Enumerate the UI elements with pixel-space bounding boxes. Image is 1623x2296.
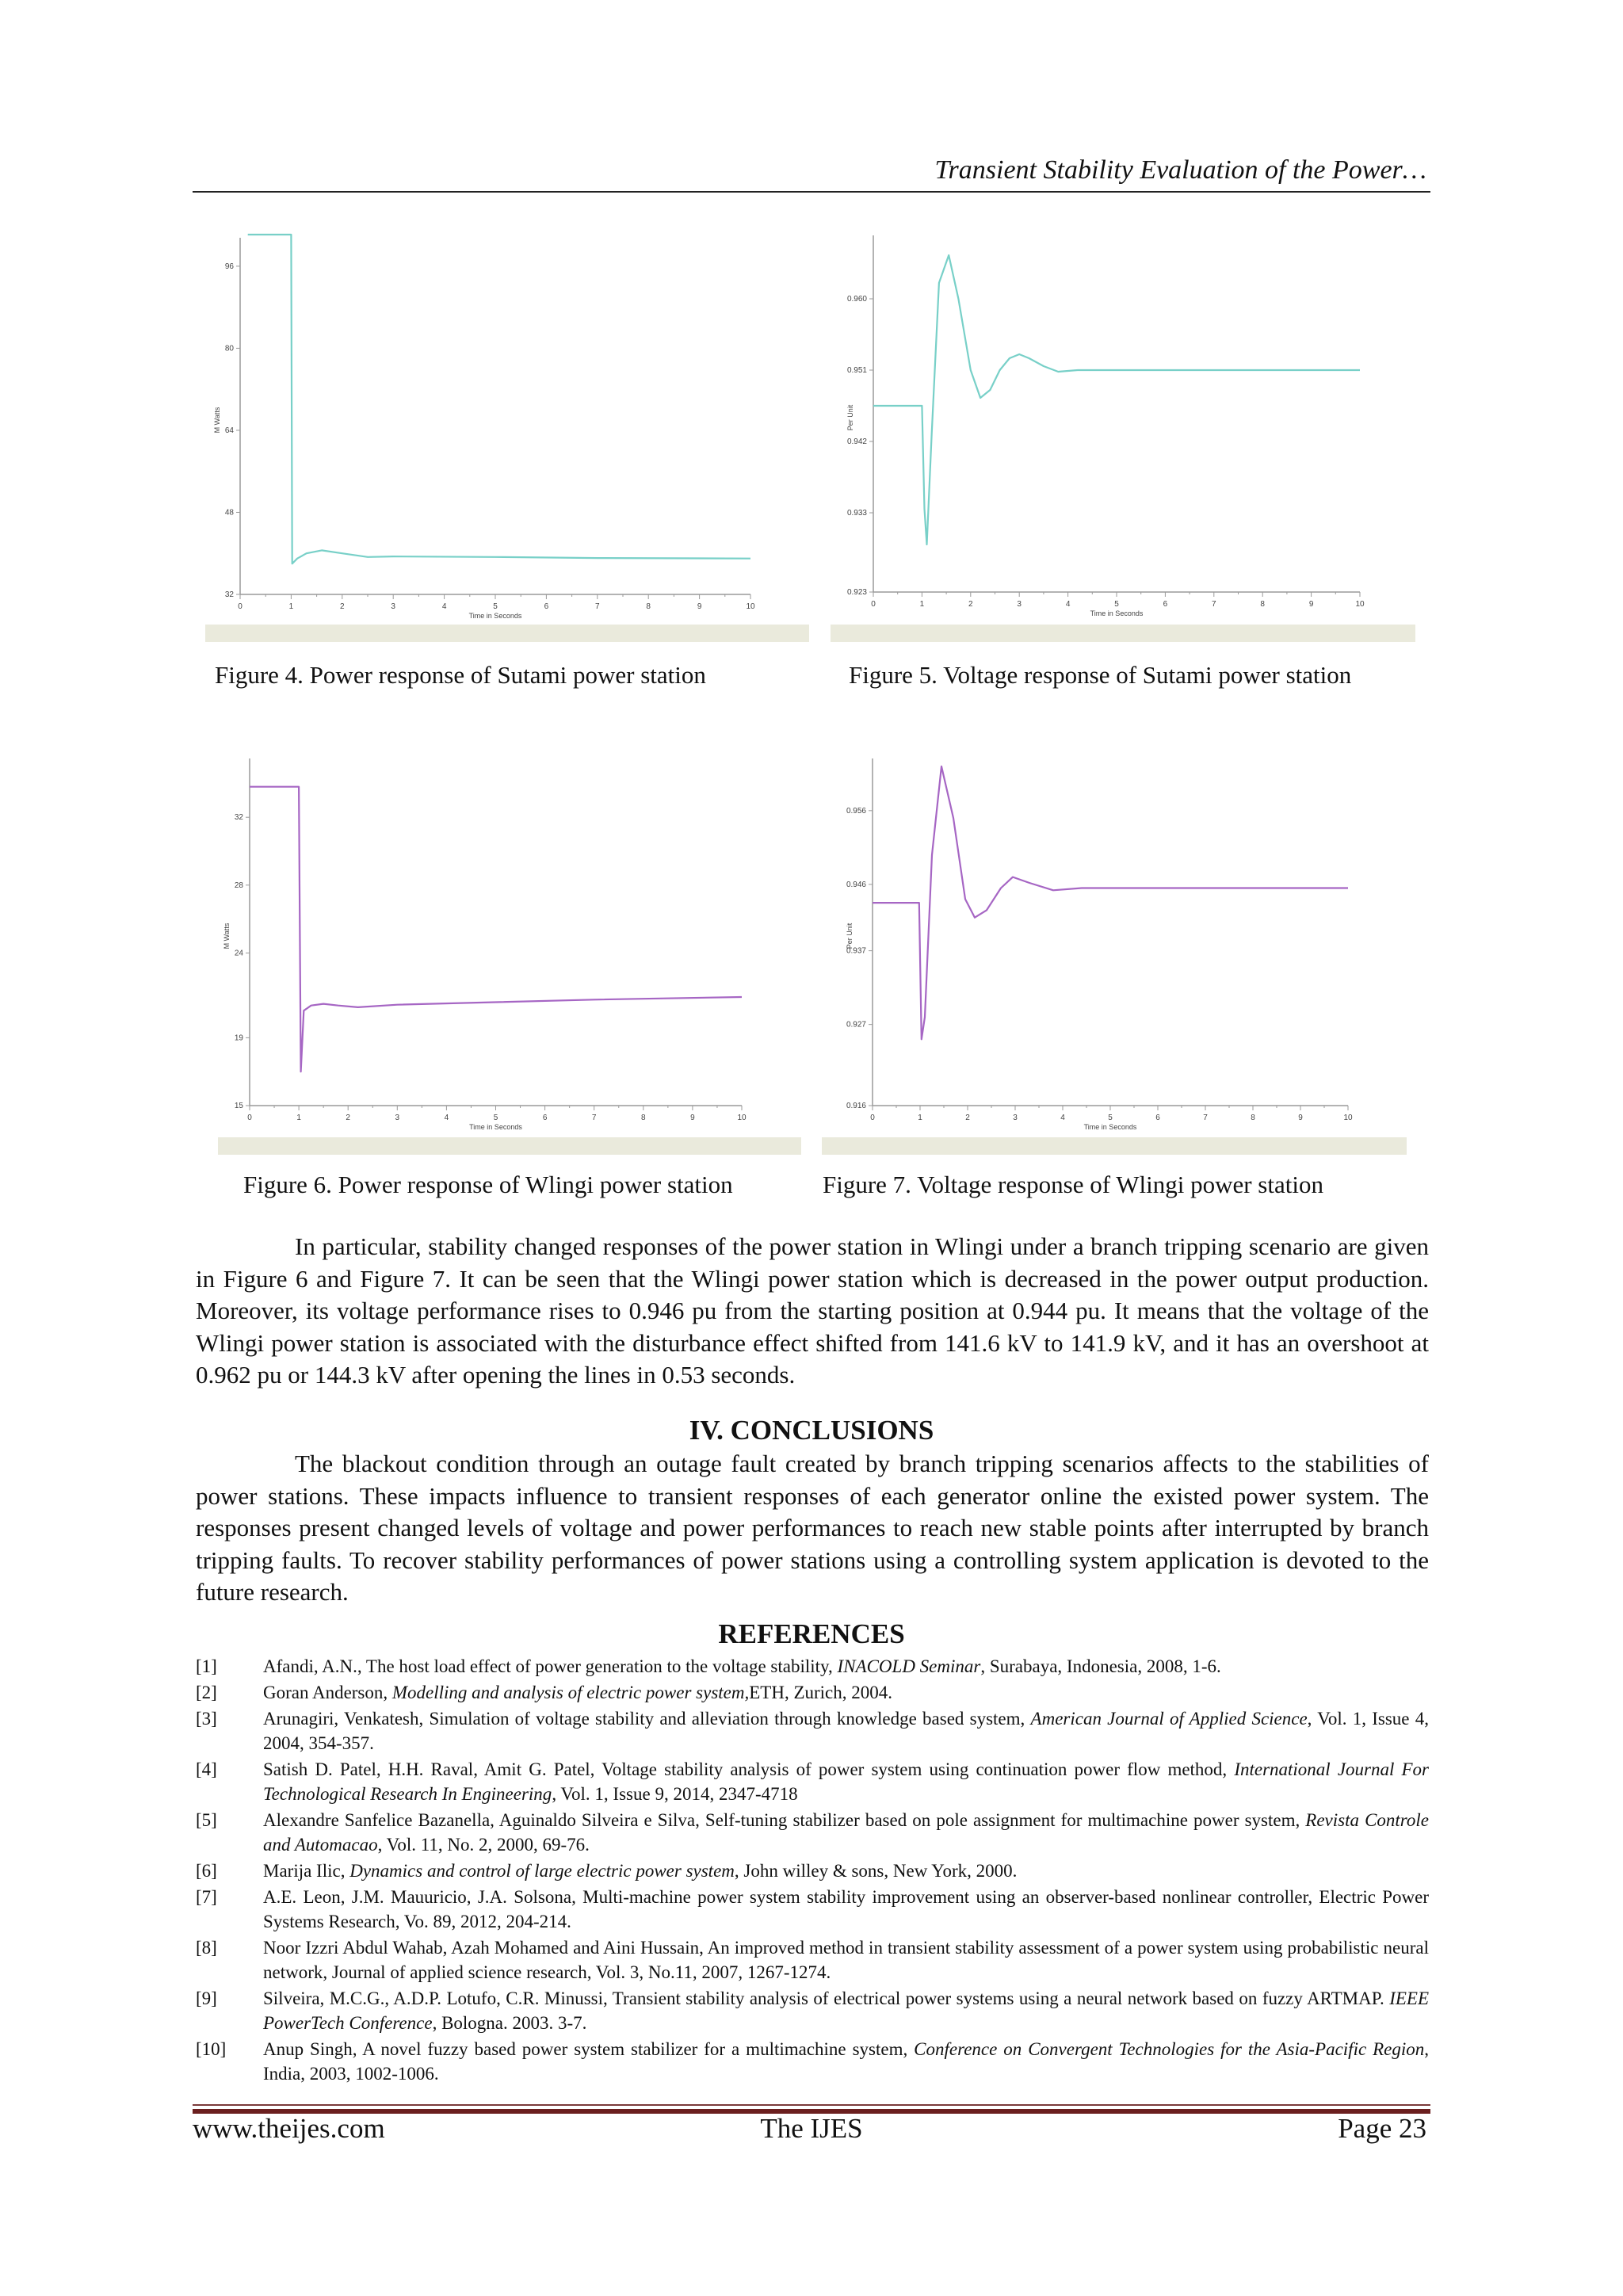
reference-item [196, 1859, 1429, 1883]
y-tick-label: 24 [234, 949, 243, 958]
reference-item [196, 1680, 1429, 1705]
x-tick-label: 7 [1212, 600, 1216, 609]
figure-4 [204, 226, 811, 642]
y-tick-label: 96 [224, 262, 234, 271]
x-tick-label: 9 [1308, 600, 1314, 609]
voltage-chart-sutami [829, 226, 1417, 642]
x-tick-label: 2 [968, 600, 973, 609]
x-axis-label: Time in Seconds [469, 1123, 522, 1131]
x-tick-label: 3 [391, 602, 395, 611]
running-title: Transient Stability Evaluation of the Power… [934, 155, 1426, 185]
x-tick-label: 5 [1114, 600, 1119, 609]
reference-text-post: , Vol. 1, Issue 9, 2014, 2347-4718 [552, 1784, 798, 1804]
x-tick-label: 3 [1013, 1114, 1018, 1122]
reference-number: [2] [196, 1683, 217, 1702]
x-tick-label: 6 [1163, 600, 1168, 609]
x-tick-label: 1 [919, 600, 925, 609]
x-tick-label: 7 [1203, 1114, 1208, 1122]
x-tick-label: 6 [542, 1114, 548, 1122]
y-axis-label: M Watts [223, 923, 231, 949]
reference-text-post: , John willey & sons, New York, 2000. [734, 1861, 1018, 1881]
reference-text-pre: Alexandre Sanfelice Bazanella, Aguinaldo Silveira e Silva, Self-tuning stabilizer based on pole assignment for multimachine power system, [263, 1810, 1306, 1830]
reference-item [196, 1706, 1429, 1755]
figure-5-caption: Figure 5. Voltage response of Sutami power station [849, 661, 1352, 689]
reference-number: [7] [196, 1887, 217, 1907]
y-tick-label: 32 [234, 813, 243, 823]
x-tick-label: 8 [1251, 1114, 1255, 1122]
y-tick-label: 32 [224, 590, 234, 599]
x-tick-label: 1 [288, 602, 294, 611]
y-tick-label: 0.956 [846, 806, 866, 816]
voltage-chart-wlingi [820, 758, 1408, 1155]
paragraph-text: The blackout condition through an outage fault created by branch tripping scenarios affects to the stabilities of power stations. These impacts influence to transient responses of each generator online the existed power system. The responses present changed levels of voltage and power performances to reach new stable points after interrupted by branch tripping faults. To recover stability performances of power stations using a controlling system application is devoted to the future research. [196, 1450, 1429, 1606]
reference-text-it: Conference on Convergent Technologies for the Asia-Pacific Region [914, 2039, 1425, 2059]
scroll-band [205, 625, 809, 642]
y-tick-label: 0.927 [846, 1020, 866, 1030]
plot-background [204, 226, 811, 642]
y-tick-label: 0.937 [846, 946, 866, 956]
x-tick-label: 2 [965, 1114, 970, 1122]
reference-text-it: Revista Controle and Automacao [263, 1810, 1429, 1855]
reference-text-it: Modelling and analysis of electric power system, [391, 1683, 750, 1702]
x-tick-label: 7 [595, 602, 600, 611]
x-tick-label: 1 [296, 1114, 301, 1122]
x-axis-label: Time in Seconds [1083, 1123, 1137, 1131]
x-tick-label: 8 [646, 602, 651, 611]
reference-item [196, 1935, 1429, 1985]
reference-number: [10] [196, 2039, 227, 2059]
x-tick-label: 0 [238, 602, 242, 611]
reference-text-it: IEEE PowerTech Conference [263, 1988, 1429, 2033]
x-axis-label: Time in Seconds [468, 612, 522, 620]
y-tick-label: 15 [234, 1102, 243, 1110]
scroll-band [822, 1137, 1407, 1155]
power-chart-wlingi [216, 758, 803, 1155]
reference-text-pre: Noor Izzri Abdul Wahab, Azah Mohamed and Aini Hussain, An improved method in transient stability assessment of a power system using probabilistic neural network, Journal of applied science research, Vol. 3, No.11, 2007, 1267-1274. [263, 1938, 1429, 1982]
footer-journal: The IJES [760, 2113, 863, 2144]
y-tick-label: 0.923 [846, 588, 867, 597]
figure-6-caption: Figure 6. Power response of Wlingi power station [243, 1171, 733, 1198]
reference-number: [4] [196, 1759, 217, 1779]
x-tick-label: 3 [395, 1114, 400, 1122]
footer-page-number: Page 23 [1338, 2113, 1426, 2144]
reference-text-it: Dynamics and control of large electric power system [349, 1861, 735, 1881]
scroll-band [831, 625, 1415, 642]
figure-7-caption: Figure 7. Voltage response of Wlingi power station [823, 1171, 1323, 1198]
reference-text-post: , Surabaya, Indonesia, 2008, 1-6. [980, 1656, 1221, 1676]
y-tick-label: 0.933 [846, 509, 867, 518]
x-tick-label: 8 [1260, 600, 1265, 609]
reference-number: [6] [196, 1861, 217, 1881]
x-tick-label: 3 [1017, 600, 1022, 609]
reference-text-pre: Marija Ilic, [263, 1861, 350, 1881]
reference-item [196, 1885, 1429, 1934]
x-tick-label: 4 [1065, 600, 1071, 609]
x-tick-label: 5 [493, 602, 498, 611]
y-tick-label: 0.946 [846, 880, 866, 889]
reference-text-pre: Goran Anderson, [263, 1683, 392, 1702]
y-axis-label: Per Unit [846, 923, 854, 949]
footer-website: www.theijes.com [193, 2113, 385, 2144]
x-tick-label: 2 [346, 1114, 350, 1122]
x-tick-label: 10 [1355, 600, 1365, 609]
reference-number: [8] [196, 1938, 217, 1958]
y-axis-label: M Watts [213, 407, 221, 434]
reference-text-pre: Afandi, A.N., The host load effect of power generation to the voltage stability, [263, 1656, 838, 1676]
reference-text-it: American Journal of Applied Science [1030, 1709, 1308, 1729]
x-tick-label: 0 [870, 1114, 875, 1122]
y-tick-label: 0.960 [846, 295, 867, 304]
figure-5 [829, 226, 1417, 642]
reference-item [196, 1808, 1429, 1857]
x-tick-label: 4 [441, 602, 447, 611]
reference-number: [9] [196, 1988, 217, 2008]
reference-text-pre: Arunagiri, Venkatesh, Simulation of voltage stability and alleviation through knowledge based system, [263, 1709, 1031, 1729]
x-tick-label: 0 [871, 600, 876, 609]
x-tick-label: 10 [746, 602, 755, 611]
x-tick-label: 0 [247, 1114, 252, 1122]
y-tick-label: 80 [224, 344, 234, 353]
y-tick-label: 28 [234, 881, 243, 890]
reference-number: [5] [196, 1810, 217, 1830]
figure-6 [216, 758, 803, 1155]
plot-background [829, 226, 1417, 642]
y-tick-label: 48 [224, 508, 234, 518]
reference-text-it: INACOLD Seminar [837, 1656, 981, 1676]
reference-item [196, 1757, 1429, 1806]
references-list [196, 1654, 1429, 2088]
x-tick-label: 5 [493, 1114, 498, 1122]
reference-text-pre: Satish D. Patel, H.H. Raval, Amit G. Patel, Voltage stability analysis of power system using continuation power flow method, [263, 1759, 1235, 1779]
x-tick-label: 2 [340, 602, 345, 611]
plot-background [216, 758, 803, 1155]
reference-item [196, 1654, 1429, 1679]
reference-number: [3] [196, 1709, 217, 1729]
power-chart-sutami [204, 226, 811, 642]
paragraph-text: In particular, stability changed responses of the power station in Wlingi under a branch tripping scenario are given in Figure 6 and Figure 7. It can be seen that the Wlingi power station which is decreased in the power output production. Moreover, its voltage performance rises to 0.946 pu from the starting position at 0.944 pu. It means that the voltage of the Wlingi power station is associated with the disturbance effect shifted from 141.6 kV to 141.9 kV, and it has an overshoot at 0.962 pu or 144.3 kV after opening the lines in 0.53 seconds. [196, 1232, 1429, 1389]
reference-text-post: , Bologna. 2003. 3-7. [432, 2013, 587, 2033]
conclusions-paragraph [196, 1448, 1429, 1609]
reference-text-pre: Anup Singh, A novel fuzzy based power system stabilizer for a multimachine system, [263, 2039, 915, 2059]
x-tick-label: 4 [444, 1114, 449, 1122]
y-tick-label: 64 [224, 426, 234, 435]
y-axis-label: Per Unit [846, 404, 854, 431]
x-tick-label: 4 [1060, 1114, 1065, 1122]
x-tick-label: 9 [1298, 1114, 1303, 1122]
y-tick-label: 0.942 [846, 437, 867, 446]
reference-item [196, 2037, 1429, 2086]
conclusions-heading: IV. CONCLUSIONS [689, 1415, 934, 1446]
references-heading: REFERENCES [718, 1618, 905, 1649]
reference-number: [1] [196, 1656, 217, 1676]
x-tick-label: 10 [1343, 1114, 1353, 1122]
x-tick-label: 5 [1108, 1114, 1113, 1122]
y-tick-label: 19 [234, 1033, 243, 1043]
y-tick-label: 0.916 [846, 1102, 866, 1110]
y-tick-label: 0.951 [846, 366, 867, 375]
figure-7 [820, 758, 1408, 1155]
x-tick-label: 9 [690, 1114, 695, 1122]
x-tick-label: 6 [1155, 1114, 1160, 1122]
reference-text-post: , India, 2003, 1002-1006. [263, 2039, 1430, 2084]
x-tick-label: 1 [918, 1114, 922, 1122]
x-tick-label: 9 [697, 602, 702, 611]
x-tick-label: 8 [641, 1114, 646, 1122]
reference-text-post: ETH, Zurich, 2004. [749, 1683, 892, 1702]
reference-text-pre: A.E. Leon, J.M. Mauuricio, J.A. Solsona, Multi-machine power system stability improvement using an observer-based nonlinear controller, Electric Power Systems Research, Vo. 89, 2012, 204-214. [263, 1887, 1429, 1931]
results-paragraph [196, 1231, 1429, 1392]
reference-item [196, 1986, 1429, 2035]
reference-text-post: , Vol. 11, No. 2, 2000, 69-76. [377, 1835, 590, 1855]
footer-rule-thin [193, 2104, 1430, 2106]
reference-text-it: International Journal For Technological Research In Engineering [263, 1759, 1429, 1804]
x-tick-label: 6 [544, 602, 549, 611]
plot-background [820, 758, 1408, 1155]
figure-4-caption: Figure 4. Power response of Sutami power station [215, 661, 706, 689]
x-tick-label: 10 [737, 1114, 747, 1122]
x-tick-label: 7 [591, 1114, 597, 1122]
x-axis-label: Time in Seconds [1090, 609, 1144, 617]
header-rule [193, 191, 1430, 193]
reference-text-pre: Silveira, M.C.G., A.D.P. Lotufo, C.R. Minussi, Transient stability analysis of electrical power systems using a neural network based on fuzzy ARTMAP. [263, 1988, 1390, 2008]
scroll-band [218, 1137, 801, 1155]
reference-text-post: , Vol. 1, Issue 4, 2004, 354-357. [263, 1709, 1429, 1753]
